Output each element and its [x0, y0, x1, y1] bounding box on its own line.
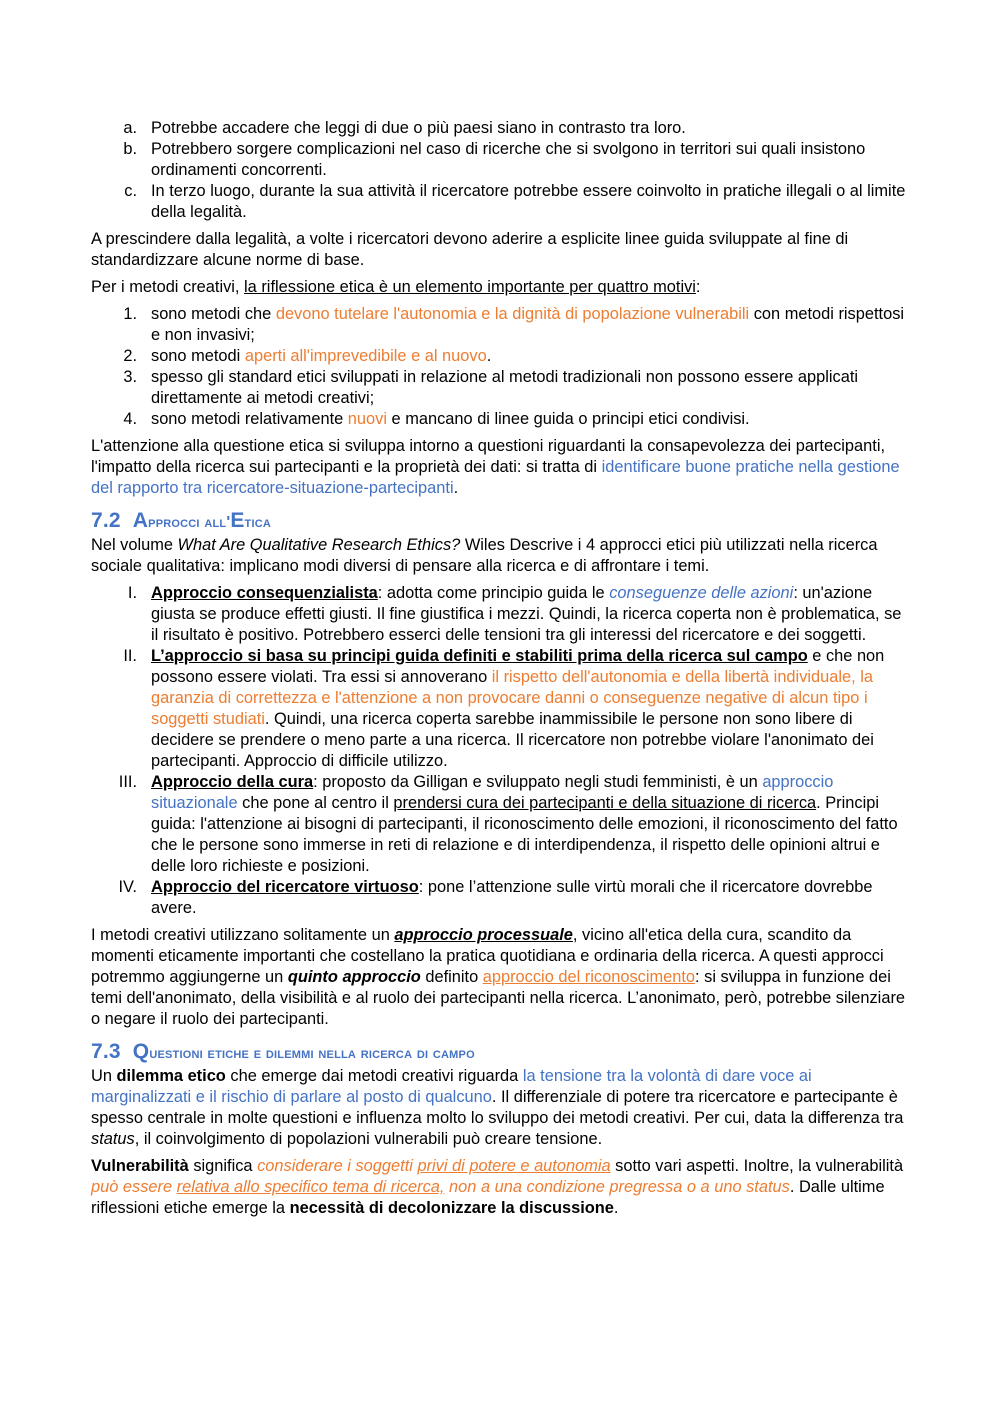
paragraph-attenzione: L'attenzione alla questione etica si sviluppa intorno a questioni riguardanti la consapevolezza dei partecipanti, l'impatto della ricerca sui partecipanti e la proprietà dei dati: si tratta di identificare buone pratiche nella gestione del rapporto tra ricercatore-situazione-partecipanti. — [91, 437, 900, 497]
approaches-list — [91, 583, 910, 919]
list-item: c. In terzo luogo, durante la sua attività il ricercatore potrebbe essere coinvolto in pratiche illegali o al limite della legalità. — [91, 181, 910, 223]
list-item: 3. spesso gli standard etici sviluppati in relazione al metodi tradizionali non possono essere applicati direttamente ai metodi creativi; — [91, 367, 910, 409]
list-marker: I. — [127, 584, 137, 602]
list-item: II. L’approccio si basa su principi guida definiti e stabiliti prima della ricerca sul campo e che non possono essere violati. Tra essi si annoverano il rispetto dell'autonomia e della libertà individuale, la garanzia di correttezza e l'attenzione a non provocare danni o conseguenze negative di alcun tipo i soggetti studiati. Quindi, una ricerca coperta sarebbe inammissibile le persone non sono libere di decidere se prendere o meno parte a una ricerca. Il ricercatore non potrebbe violare l'anonimato dei partecipanti. Approccio di difficile utilizzo. — [91, 646, 910, 772]
list-item: III. Approccio della cura: proposto da Gilligan e sviluppato negli studi femministi, è un approccio situazionale che pone al centro il prendersi cura dei partecipanti e della situazione di ricerca. Principi guida: l'attenzione ai bisogni di partecipanti, il riconoscimento delle emozioni, il riconoscimento del fatto che le persone sono immerse in reti di relazione e di interdipendenza, il rispetto delle opinioni altrui e delle loro richieste e posizioni. — [91, 772, 910, 877]
paragraph-dilemma: Un dilemma etico che emerge dai metodi creativi riguarda la tensione tra la volontà di dare voce ai marginalizzati e il rischio di parlare al posto di qualcuno. Il differenziale di potere tra ricercatore e partecipante è spesso centrale in molte questioni e influenza molto lo sviluppo dei metodi creativi. Per cui, data la differenza tra status, il coinvolgimento di popolazioni vulnerabili può creare tensione. — [91, 1067, 904, 1148]
paragraph-metodi-creativi: Per i metodi creativi, la riflessione etica è un elemento importante per quattro motivi: — [91, 278, 701, 296]
list-marker: a. — [123, 119, 137, 137]
list-item: I. Approccio consequenzialista: adotta come principio guida le conseguenze delle azioni: un'azione giusta se produce effetti giusti. Il fine giustifica i mezzi. Quindi, la ricerca coperta non è problematica, se il risultato è positivo. Potrebbero esserci delle tensioni tra gli interessi del ricercatore e dei soggetti. — [91, 583, 910, 646]
list-marker: 2. — [123, 347, 137, 365]
list-marker: III. — [118, 773, 137, 791]
four-reasons-list — [91, 304, 910, 430]
list-marker: 4. — [123, 410, 137, 428]
section-heading-7-3: 7.3 Questioni etiche e dilemmi nella ricerca di campo — [91, 1040, 475, 1063]
paragraph-legalita: A prescindere dalla legalità, a volte i ricercatori devono aderire a esplicite linee guida sviluppate al fine di standardizzare alcune norme di base. — [91, 230, 849, 269]
list-marker: c. — [124, 182, 137, 200]
list-item: 4. sono metodi relativamente nuovi e mancano di linee guida o principi etici condivisi. — [91, 409, 910, 430]
paragraph-vulnerabilita: Vulnerabilità significa considerare i soggetti privi di potere e autonomia sotto vari aspetti. Inoltre, la vulnerabilità può essere relativa allo specifico tema di ricerca, non a una condizione pregressa o a uno status. Dalle ultime riflessioni etiche emerge la necessità di decolonizzare la discussione. — [91, 1157, 904, 1217]
list-marker: 3. — [123, 368, 137, 386]
paragraph-volume: Nel volume What Are Qualitative Research Ethics? Wiles Descrive i 4 approcci etici più utilizzati nella ricerca sociale qualitativa: implicano modi diversi di pensare alla ricerca e di affrontare i temi. — [91, 536, 878, 575]
list-marker: b. — [123, 140, 137, 158]
legal-issues-list — [91, 118, 910, 223]
list-item: 2. sono metodi aperti all'imprevedibile e al nuovo. — [91, 346, 910, 367]
list-marker: 1. — [123, 305, 137, 323]
section-heading-7-2: 7.2 Approcci all'Etica — [91, 509, 272, 532]
list-item: 1. sono metodi che devono tutelare l'autonomia e la dignità di popolazione vulnerabili con metodi rispettosi e non invasivi; — [91, 304, 910, 346]
paragraph-metodi-processuale: I metodi creativi utilizzano solitamente un approccio processuale, vicino all'etica della cura, scandito da momenti eticamente importanti che costellano la pratica quotidiana e ordinaria della ricerca. A questi approcci potremmo aggiungerne un quinto approccio definito approccio del riconoscimento: si sviluppa in funzione dei temi dell'anonimato, della visibilità e al ruolo dei partecipanti nella ricerca. L’anonimato, però, potrebbe silenziare o negare il ruolo dei partecipanti. — [91, 926, 906, 1028]
list-item: IV. Approccio del ricercatore virtuoso: pone l’attenzione sulle virtù morali che il ricercatore dovrebbe avere. — [91, 877, 910, 919]
list-item: b. Potrebbero sorgere complicazioni nel caso di ricerche che si svolgono in territori sui quali insistono ordinamenti concorrenti. — [91, 139, 910, 181]
list-item: a. Potrebbe accadere che leggi di due o più paesi siano in contrasto tra loro. — [91, 118, 910, 139]
list-marker: IV. — [118, 878, 137, 896]
list-marker: II. — [123, 647, 137, 665]
